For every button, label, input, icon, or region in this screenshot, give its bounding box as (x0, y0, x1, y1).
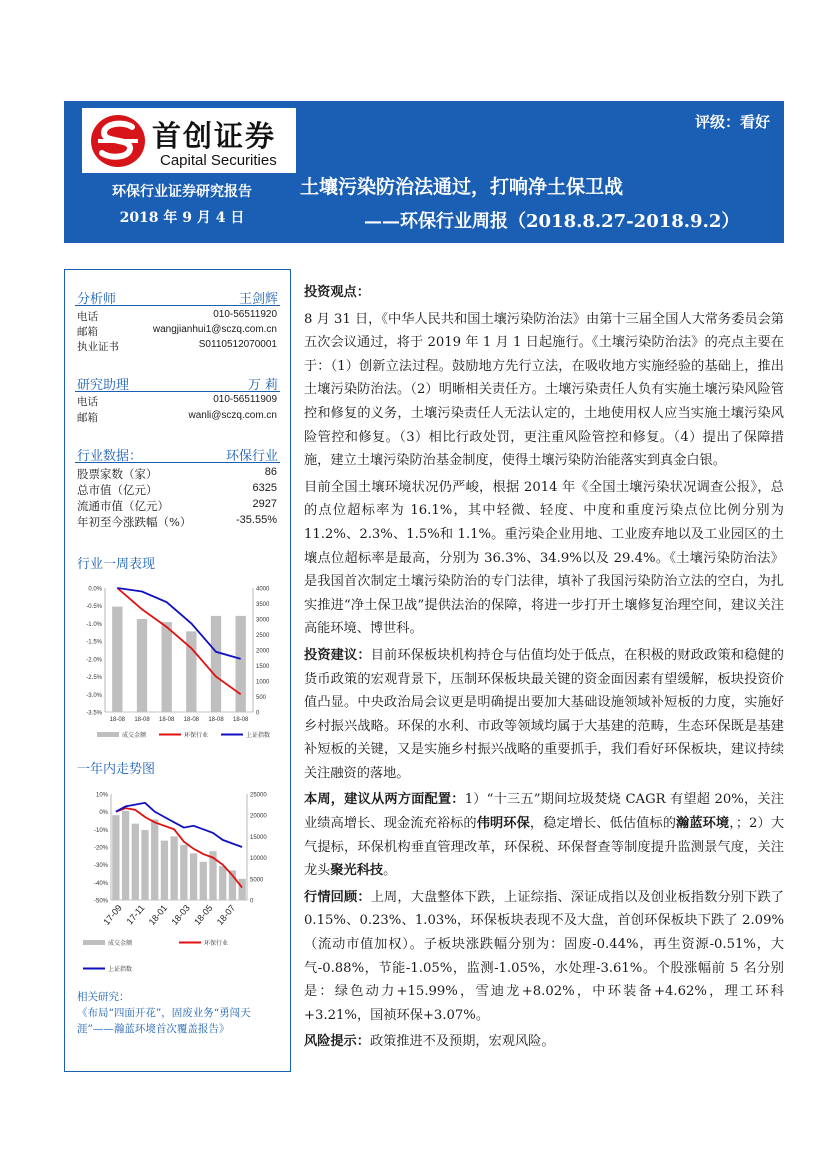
company-logo (82, 108, 296, 173)
analyst-phone-label: 电话 (77, 311, 98, 323)
assistant-email-row (77, 410, 277, 425)
industry-row (77, 466, 277, 481)
left-tick-label: 0% (99, 810, 108, 817)
right-tick-label: 1000 (256, 679, 270, 686)
analyst-phone-row (77, 309, 277, 324)
legend-label: 成交金额 (108, 941, 133, 947)
volume-bar (186, 631, 196, 712)
paragraph-allocation (304, 788, 784, 882)
rating-label: 评级：看好 (694, 113, 770, 131)
volume-bar (161, 622, 171, 712)
weekly-performance-chart (75, 578, 280, 748)
left-tick-label: 10% (95, 792, 108, 799)
assistant-email[interactable]: wanli@sczq.com.cn (188, 410, 277, 421)
x-tick-label: 18-08 (232, 717, 249, 723)
analyst-cert-row (77, 339, 277, 354)
right-tick-label: 0 (250, 898, 254, 905)
lead-suggestion: 投资建议： (304, 647, 371, 663)
logo-mark-icon (90, 113, 146, 169)
volume-bar (122, 811, 129, 900)
volume-bar (132, 824, 139, 900)
weekly-chart-title: 行业一周表现 (77, 557, 156, 572)
stock-juguang: 聚光科技 (330, 863, 384, 879)
assistant-label: 研究助理 (77, 378, 130, 393)
analyst-label: 分析师 (77, 292, 117, 307)
industry-row (77, 482, 277, 497)
report-title: 土壤污染防治法通过，打响净土保卫战 (300, 176, 624, 198)
assistant-phone-label: 电话 (77, 396, 98, 408)
left-tick-label: -50% (93, 898, 108, 905)
legend-label: 环保行业 (204, 941, 229, 947)
analyst-email[interactable]: wangjianhui1@sczq.com.cn (152, 324, 277, 335)
logo-text-en: Capital Securities (160, 152, 277, 169)
legend-label: 上证指数 (246, 733, 271, 739)
x-tick-label: 17-11 (124, 902, 147, 927)
text-allocation-d: ，；2）大气提标，环保机构垂直管理改革，环保税、环保督查等制度提升监测景气度，关注龙头 (304, 816, 785, 879)
legend-label: 成交金额 (122, 733, 147, 739)
info-sidebar (64, 269, 291, 1072)
analyst-cert: S0110512070001 (198, 339, 277, 350)
x-tick-label: 18-08 (134, 717, 150, 723)
volume-bar (239, 879, 246, 900)
volume-bar (137, 619, 147, 712)
right-tick-label: 2000 (256, 648, 270, 655)
related-research-link[interactable]: 《布局“四面开花”，固废业务“勇闯天涯”——瀚蓝环境首次覆盖报告》 (77, 1007, 251, 1035)
analyst-header (75, 288, 280, 306)
section-heading-views: 投资观点： (304, 285, 370, 300)
volume-bar (171, 836, 178, 900)
series-line-index (117, 588, 240, 659)
right-tick-label: 2500 (256, 633, 270, 639)
left-tick-label: -20% (93, 845, 108, 852)
text-risk: 政策推进不及预期，宏观风险。 (369, 1034, 555, 1050)
industry-row-value: 2927 (252, 498, 277, 510)
stock-hanlan: 瀚蓝环境 (676, 816, 730, 832)
left-tick-label: 0.0% (88, 586, 102, 593)
left-tick-label: -40% (93, 880, 108, 887)
x-tick-label: 18-08 (109, 717, 126, 723)
x-tick-label: 18-05 (192, 902, 215, 927)
industry-row-label: 总市值（亿元） (77, 483, 158, 497)
x-tick-label: 18-07 (214, 902, 238, 927)
right-tick-label: 1500 (256, 664, 270, 670)
right-tick-label: 500 (256, 695, 267, 701)
legend-label: 环保行业 (184, 733, 209, 739)
volume-bar (219, 866, 226, 900)
volume-bar (180, 845, 187, 900)
text-market-review: 上周，大盘整体下跌，上证综指、深证成指以及创业板指数分别下跌了 0.15%、0.23%、1.03%，环保板块表现不及大盘，首创环保板块下跌了 2.09%（流动市值加权）。子板块涨跌幅分别为：固废-0.44%，再生资源-0.51%，大气-0.88%，节能-1.05%，监测-1.05%，水处理-3.61%。个股涨幅前 5 名分别是：绿色动力+15.99%，雪迪龙+8.02%，中环装备+4.62%，理工环科+3.21%，国祯环保+3.07%。 (304, 889, 784, 1023)
industry-row-value: -35.55% (236, 514, 277, 526)
series-line-industry (117, 588, 240, 694)
text-allocation-e: 。 (383, 863, 397, 879)
right-tick-label: 15000 (250, 834, 267, 841)
industry-label: 行业数据： (77, 449, 143, 464)
lead-risk: 风险提示： (304, 1034, 370, 1050)
lead-market-review: 行情回顾： (304, 889, 371, 905)
volume-bar (151, 819, 158, 900)
report-date: 2018 年 9 月 4 日 (119, 210, 245, 226)
report-subtitle: ——环保行业周报（2018.8.27-2018.9.2） (364, 211, 740, 232)
analyst-name: 王剑辉 (238, 292, 278, 307)
right-tick-label: 5000 (250, 877, 264, 884)
related-research-label: 相关研究： (77, 991, 130, 1003)
industry-row-value: 86 (264, 466, 277, 478)
logo-text-cn: 首创证券 (152, 119, 277, 153)
right-tick-label: 20000 (250, 813, 267, 820)
paragraph-suggestion (304, 644, 784, 786)
left-tick-label: -0.5% (86, 604, 102, 611)
left-tick-label: -2.5% (86, 675, 102, 682)
x-tick-label: 18-03 (169, 902, 192, 927)
right-tick-label: 25000 (250, 792, 267, 799)
text-suggestion: 目前环保板块机构持仓与估值均处于低点，在积极的财政政策和稳健的货币政策的宏观背景下，压制环保板块最关键的资金面因素有望缓解，板块投资价值凸显。中央政治局会议更是明确提出要加大基础设施领域补短板的力度，实施好乡村振兴战略。环保的水利、市政等领域均属于大基建的范畴，生态环保既是基建补短板的关键，又是实施乡村振兴战略的重要抓手，我们看好环保板块，建议持续关注融资的落地。 (304, 647, 784, 781)
right-tick-label: 10000 (250, 856, 267, 863)
right-tick-label: 3000 (256, 617, 270, 624)
report-type: 环保行业证券研究报告 (112, 184, 252, 200)
analyst-email-label: 邮箱 (77, 326, 98, 338)
analyst-cert-label: 执业证书 (77, 341, 119, 353)
assistant-email-label: 邮箱 (77, 412, 98, 424)
left-tick-label: -3.5% (86, 710, 102, 717)
left-tick-label: -1.5% (86, 639, 102, 646)
legend-label: 上证指数 (108, 967, 133, 973)
x-tick-label: 18-08 (208, 717, 224, 723)
paragraph-soil-status: 目前全国土壤环境状况仍严峻，根据 2014 年《全国土壤污染状况调查公报》，总的点位超标率为 16.1%，其中轻微、轻度、中度和重度污染点位比例分别为 11.2%、2.3%、1.5%和 1.1%。重污染企业用地、工业废弃地以及工业园区的土壤点位超标率是最高，分别为 36.3%、34.9%以及 29.4%。《土壤污染防治法》是我国首次制定土壤污染防治的专门法律，填补了我国污染防治立法的空白，为扎实推进“净土保卫战”提供法治的保障，将进一步打开土壤修复治理空间，建议关注高能环境、博世科。 (304, 479, 784, 637)
text-allocation-c: ，稳定增长、低估值标的 (529, 816, 677, 832)
industry-row-value: 6325 (252, 482, 277, 494)
x-tick-label: 18-08 (158, 717, 175, 723)
volume-bar (141, 830, 148, 900)
right-tick-label: 4000 (256, 586, 270, 593)
left-tick-label: -1.0% (86, 621, 102, 628)
assistant-phone: 010-56511909 (213, 394, 277, 405)
industry-row-label: 股票家数（家） (77, 467, 158, 481)
left-tick-label: -2.0% (86, 657, 102, 664)
industry-row-label: 年初至今涨跌幅（%） (77, 515, 192, 529)
left-tick-label: -3.0% (86, 692, 102, 699)
analyst-phone: 010-56511920 (213, 309, 277, 320)
assistant-phone-row (77, 394, 277, 409)
assistant-header (75, 374, 280, 392)
industry-name: 环保行业 (225, 449, 278, 464)
volume-bar (112, 815, 119, 900)
paragraph-risk (304, 1030, 784, 1054)
analyst-email-row (77, 324, 277, 339)
right-tick-label: 3500 (256, 602, 270, 608)
yearly-chart-title: 一年内走势图 (77, 762, 156, 777)
volume-bar (211, 616, 221, 712)
volume-bar (200, 862, 207, 900)
x-tick-label: 18-08 (183, 717, 200, 723)
volume-bar (161, 841, 168, 900)
legend-swatch (97, 732, 119, 737)
legend-swatch (83, 940, 105, 945)
right-tick-label: 0 (256, 710, 260, 717)
volume-bar (190, 853, 197, 900)
x-tick-label: 18-01 (146, 902, 170, 927)
stock-weiming: 伟明环保 (476, 816, 530, 832)
main-content (304, 281, 784, 1057)
industry-header (75, 445, 280, 463)
industry-row (77, 498, 277, 513)
volume-bar (112, 607, 122, 712)
paragraph-views: 8 月 31 日，《中华人民共和国土壤污染防治法》由第十三届全国人大常务委员会第五次会议通过，将于 2019 年 1 月 1 日起施行。《土壤污染防治法》的亮点主要在于：（1）创新立法过程。鼓励地方先行立法，在吸收地方实施经验的基础上，推出土壤污染防治法。（2）明晰相关责任方。土壤污染责任人负有实施土壤污染风险管控和修复的义务，土壤污染责任人无法认定的，土地使用权人应当实施土壤污染风险管控和修复。（3）相比行政处罚，更注重风险管控和修复。（4）提出了保障措施，建立土壤污染防治基金制度，使得土壤污染防治能落实到真金白银。 (304, 311, 784, 469)
volume-bar (235, 616, 245, 712)
x-tick-label: 17-09 (101, 902, 124, 927)
paragraph-market-review (304, 886, 784, 1028)
text-allocation-a: 1）“十三五”期间垃圾焚烧 CAGR 有望超 20%，关注业绩高增长、现金流充裕标的 (304, 792, 784, 832)
left-tick-label: -30% (93, 863, 108, 870)
left-tick-label: -10% (93, 827, 108, 834)
yearly-trend-chart (75, 782, 280, 982)
header-banner (64, 101, 784, 243)
industry-row (77, 514, 277, 529)
lead-allocation: 本周，建议从两方面配置： (304, 792, 465, 808)
industry-row-label: 流通市值（亿元） (77, 499, 169, 513)
assistant-name: 万 莉 (247, 378, 278, 393)
